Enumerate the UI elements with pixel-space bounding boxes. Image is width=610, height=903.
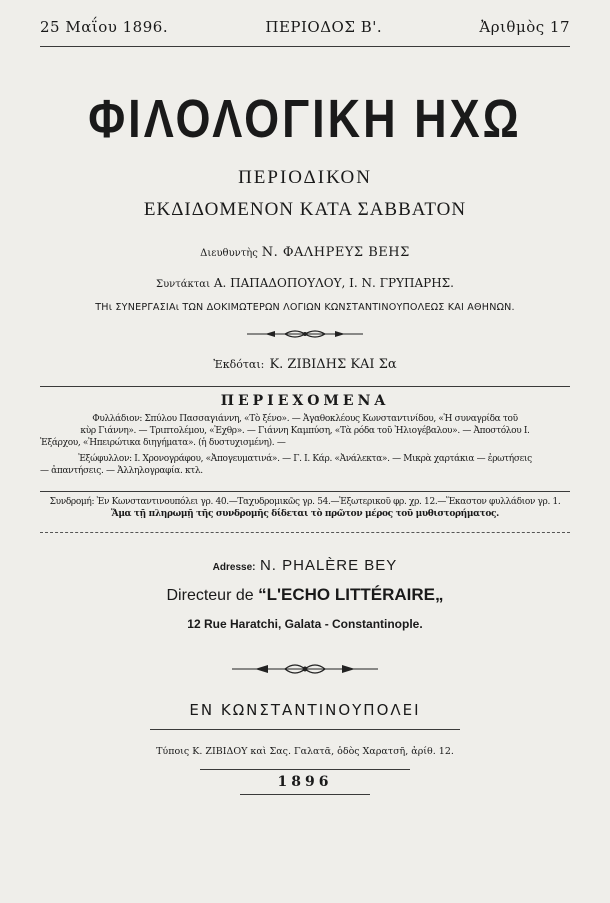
issue-number: Ἀριθμὸς 17 bbox=[479, 18, 570, 36]
contents-line: Φυλλάδιον: Σπύλου Πασσαγιάννη, «Τὸ ξένο». — Ἀγαθοκλέους Κωνσταντινίδου, «Ἡ συναγρίδα τοῦ bbox=[92, 414, 518, 424]
contents-top-rule bbox=[40, 386, 570, 387]
contents-line: Ἐξάρχου, «Ἠπειρώτικα διηγήματα». (ἡ δυστυχισμένη). — bbox=[40, 438, 286, 448]
director-title-line bbox=[40, 585, 570, 605]
ornament-divider bbox=[40, 661, 570, 677]
publication-place: ΕΝ ΚΩΝΣΤΑΝΤΙΝΟΥΠΟΛΕΙ bbox=[189, 701, 421, 719]
director-line bbox=[40, 245, 570, 260]
subscription-block bbox=[40, 496, 570, 520]
subscription-prices: Συνδρομή: Ἐν Κωνσταντινουπόλει γρ. 40.—Ταχυδρομικῶς γρ. 54.—Ἐξωτερικοῦ φρ. χρ. 12.—Ἕκαστον φυλλάδιον γρ. 1. bbox=[49, 497, 561, 507]
publication-year: 1896 bbox=[277, 774, 333, 790]
contents-heading: ΠΕΡΙΕΧΟΜΕΝΑ bbox=[220, 393, 390, 409]
publishers-label: Ἐκδόται: bbox=[213, 358, 265, 371]
address-top-rule bbox=[40, 532, 570, 533]
address-label: Adresse: bbox=[212, 562, 256, 573]
editors-line bbox=[40, 276, 570, 290]
address-name: N. PHALÈRE BEY bbox=[259, 557, 398, 574]
director-label: Διευθυντὴς bbox=[200, 248, 258, 259]
year-bottom-rule bbox=[240, 794, 370, 795]
ornament-divider bbox=[40, 327, 570, 341]
issue-date: 25 Μαΐου 1896. bbox=[40, 18, 169, 36]
printer-line: Τύποις Κ. ΖΙΒΙΔΟΥ καὶ Σας. Γαλατᾶ, ὁδὸς Χαρατσῆ, ἀρίθ. 12. bbox=[156, 746, 454, 757]
ornament-divider-icon bbox=[230, 661, 380, 677]
contents-line: — ἀπαντήσεις. — Ἀλληλογραφία. κτλ. bbox=[40, 466, 203, 476]
masthead-subtitle: ΠΕΡΙΟΔΙΚΟΝ bbox=[238, 167, 372, 188]
contents-line: Ἐξώφυλλον: Ι. Χρονογράφου, «Ἀπογευματινά». — Γ. Ι. Κάρ. «Ἀνάλεκτα». — Μικρὰ χαρτάκια — ἐρωτήσεις bbox=[78, 454, 532, 464]
ornament-divider-icon bbox=[245, 327, 365, 341]
contents-line: κὺρ Γιάννη». — Τριπτολέμου, «Ἐχθρ». — Γιάννη Καμπύση, «Τὰ ρόδα τοῦ Ἠλιογέβαλου». — Ἀποστόλου Ι. bbox=[80, 426, 530, 436]
subscription-top-rule bbox=[40, 491, 570, 492]
footer-rule bbox=[150, 729, 460, 730]
top-rule bbox=[40, 46, 570, 47]
director-name: Ν. ΦΑΛΗΡΕΥΣ ΒΕΗΣ bbox=[261, 245, 410, 260]
top-bar bbox=[40, 0, 570, 36]
year-top-rule bbox=[200, 769, 410, 770]
publishers-names: Κ. ΖΙΒΙΔΗΣ ΚΑΙ Σα bbox=[269, 357, 397, 372]
collaboration-line: ΤΗι ΣΥΝΕΡΓΑΣΙΑι ΤΩΝ ΔΟΚΙΜΩΤΕΡΩΝ ΛΟΓΙΩΝ ΚΩΝΣΤΑΝΤΙΝΟΥΠΟΛΕΩΣ ΚΑΙ ΑΘΗΝΩΝ. bbox=[95, 302, 515, 313]
editors-label: Συντάκται bbox=[156, 279, 210, 290]
address-line bbox=[40, 557, 570, 575]
contents-body bbox=[40, 413, 570, 477]
masthead-title: ΦΙΛΟΛΟΓΙΚΗ ΗΧΩ bbox=[88, 87, 522, 149]
subscription-offer: Ἅμα τῇ πληρωμῇ τῆς συνδρομῆς δίδεται τὸ πρῶτον μέρος τοῦ μυθιστορήματος. bbox=[111, 509, 499, 519]
publishers-line bbox=[40, 353, 570, 372]
masthead-frequency: ΕΚΔΙΔΟΜΕΝΟΝ ΚΑΤΑ ΣΑΒΒΑΤΟΝ bbox=[143, 199, 467, 220]
issue-period: ΠΕΡΙΟΔΟΣ Β'. bbox=[265, 18, 383, 36]
journal-name: “L'ECHO LITTÉRAIRE„ bbox=[258, 585, 444, 604]
director-prefix: Directeur de bbox=[166, 587, 254, 604]
editors-names: Α. ΠΑΠΑΔΟΠΟΥΛΟΥ, Ι. Ν. ΓΡΥΠΑΡΗΣ. bbox=[213, 276, 454, 290]
street-address: 12 Rue Haratchi, Galata - Constantinople. bbox=[187, 617, 423, 631]
